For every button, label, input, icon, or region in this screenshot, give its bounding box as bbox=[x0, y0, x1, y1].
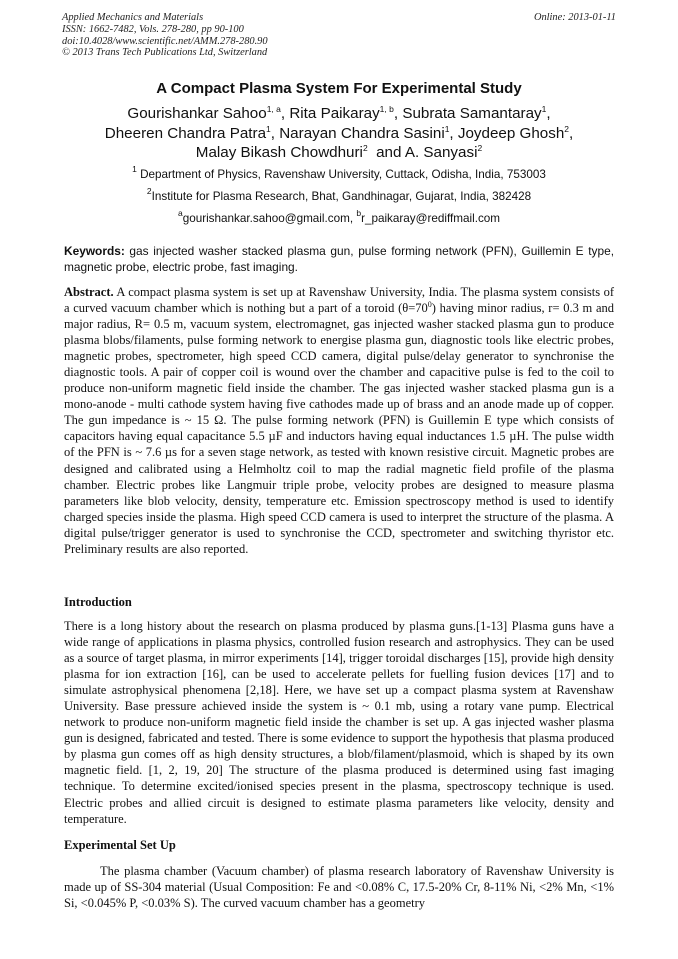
email-sup: b bbox=[356, 208, 362, 218]
affiliation-sup: 2 bbox=[146, 186, 152, 196]
theta-degree-sup: 0 bbox=[427, 300, 432, 310]
author: Joydeep Ghosh bbox=[457, 124, 565, 142]
author-line-3 bbox=[40, 143, 638, 163]
author-separator: , bbox=[270, 124, 280, 142]
affiliation-2 bbox=[40, 186, 638, 203]
author-list bbox=[40, 104, 638, 163]
author-separator: , bbox=[449, 124, 458, 142]
author: Subrata Samantaray bbox=[402, 105, 542, 122]
author-sup: 1, a bbox=[266, 104, 281, 114]
email-a: gourishankar.sahoo@gmail.com, bbox=[182, 212, 357, 225]
abstract-text: A compact plasma system is set up at Ravenshaw University, India. The plasma system consists of a curved vacuum chamber which is nothing but a part of a toroid (θ=70 bbox=[64, 285, 614, 316]
abstract-label: Abstract. bbox=[64, 285, 114, 299]
affiliation-sup: 1 bbox=[132, 164, 137, 174]
author-line-1 bbox=[40, 104, 638, 124]
email-b: r_paikaray@rediffmail.com bbox=[361, 212, 501, 225]
author: Gourishankar Sahoo bbox=[127, 105, 267, 122]
email-line bbox=[40, 208, 638, 225]
abstract-text: ) having minor radius, r= 0.3 m and major radius, R= 0.5 m, vacuum system, electromagnet, gas injected washer stacked plasma gun to produce plasma blobs/filaments, pulse forming network to energise plasma gun, diagnostic tools like electric probes, magnetic probes, spectrometer, high speed CCD camera, digital pulse/delay generator to synchronise the diagnostic tools. A pair of copper coil is wound over the chamber and capacitive pulse is fed to the coil to produce non-uniform magnetic field inside the chamber. The gas injected washer stacked plasma gun is a mono-anode - multi cathode system having five cathodes made up of brass and an anode made up of copper. The gun impedance is ~ 15 Ω. The pulse forming network (PFN) is Guillemin E type which consists of capacitors having equal capacitance 5.5 µF and inductors having equal inductances 1.5 µH. The pulse width of the PFN is ~ 7.6 µs for a seven stage network, as tested with known resistive circuit. Magnetic probes are designed and calibrated using a Helmholtz coil to map the radial magnetic field profile of the plasma chamber. Electric probes like Langmuir triple probe, velocity probes are designed to measure plasma parameters like blob velocity, density, temperature etc. Emission spectroscopy method is used to identify charged species inside the plasma. High speed CCD camera is used to interpret the structure of the plasma. A digital pulse/trigger generator is used to synchronise the CCD, spectrometer and switching thyristor etc. Preliminary results are also reported. bbox=[64, 301, 614, 556]
introduction-paragraph: There is a long history about the research on plasma produced by plasma guns.[1-13] Plasma guns have a wide range of applications in plasma physics, controlled fusion research and astrophysics. They can be used as a source of target plasma, in mirror experiments [14], trigger toroidal discharges [15], provide high density plasma for ion extraction [16], can be used to accelerate pellets for fuelling fusion devices [17] and to simulate astrophysical phenomena [2,18]. Here, we have set up a compact plasma system at Ravenshaw University. Base pressure achieved inside the system is ~ 0.1 mb, using a rotary vane pump. Electrical network to produce non-uniform magnetic field inside the chamber is set up. A gas injected washer plasma gun is designed, fabricated and tested. There is some evidence to support the hypothesis that plasma produced by plasma gun comes off as high density structures, a blob/filament/plasmoid, which is shaped by its own magnetic field. [1, 2, 19, 20] The structure of the plasma produced is determined using fast imaging technique. To determine excited/ionised species present in the plasma, spectroscopy technique is used. Electric probes and allied circuit is designed to estimate plasma parameters like velocity, density and temperature. bbox=[64, 619, 614, 826]
author-separator: , bbox=[393, 105, 403, 122]
keywords-label: Keywords: bbox=[64, 244, 125, 258]
affiliation-text: Department of Physics, Ravenshaw University, Cuttack, Odisha, India, 753003 bbox=[136, 168, 546, 181]
author: Dheeren Chandra Patra bbox=[104, 124, 267, 142]
author-sup: 1 bbox=[444, 123, 450, 134]
section-heading-experimental: Experimental Set Up bbox=[64, 838, 176, 852]
doi-line: doi:10.4028/www.scientific.net/AMM.278-280.90 bbox=[62, 35, 268, 47]
author: A. Sanyasi bbox=[404, 144, 478, 161]
author-sup: 1 bbox=[541, 104, 547, 114]
experimental-paragraph: The plasma chamber (Vacuum chamber) of plasma research laboratory of Ravenshaw University is made up of SS-304 material (Usual Composition: Fe and <0.08% C, 17.5-20% Cr, 8-11% Ni, <2% Mn, <1% Si, <0.045% P, <0.03% S). The curved vacuum chamber has a geometry bbox=[64, 864, 614, 911]
keywords bbox=[64, 243, 614, 275]
author-separator: , bbox=[569, 124, 574, 142]
affiliation-text: Institute for Plasma Research, Bhat, Gandhinagar, Gujarat, India, 382428 bbox=[151, 190, 532, 203]
author-sup: 2 bbox=[362, 143, 368, 153]
author-sup: 2 bbox=[564, 123, 569, 134]
copyright-line: © 2013 Trans Tech Publications Ltd, Switzerland bbox=[62, 47, 268, 59]
author-separator: , bbox=[280, 105, 290, 122]
author: Narayan Chandra Sasini bbox=[279, 124, 445, 142]
author-line-2 bbox=[40, 124, 638, 144]
paper-title: A Compact Plasma System For Experimental Study bbox=[156, 80, 522, 97]
author-sup: 1 bbox=[266, 123, 271, 134]
issn-line: ISSN: 1662-7482, Vols. 278-280, pp 90-100 bbox=[62, 23, 244, 35]
author-sup: 1, b bbox=[379, 104, 394, 114]
affiliation-1 bbox=[40, 164, 638, 181]
journal-name: Applied Mechanics and Materials bbox=[62, 12, 204, 23]
author-separator: , bbox=[546, 105, 551, 122]
author-separator: and bbox=[367, 144, 405, 161]
author: Malay Bikash Chowdhuri bbox=[195, 144, 363, 161]
online-date: Online: 2013-01-11 bbox=[533, 12, 616, 23]
author: Rita Paikaray bbox=[289, 105, 380, 122]
journal-header bbox=[62, 12, 616, 59]
section-heading-introduction: Introduction bbox=[64, 595, 132, 609]
author-sup: 2 bbox=[477, 143, 483, 153]
abstract bbox=[64, 284, 614, 557]
keywords-text: gas injected washer stacked plasma gun, pulse forming network (PFN), Guillemin E type, magnetic probe, electric probe, fast imaging. bbox=[64, 244, 614, 274]
email-sup: a bbox=[177, 208, 183, 218]
